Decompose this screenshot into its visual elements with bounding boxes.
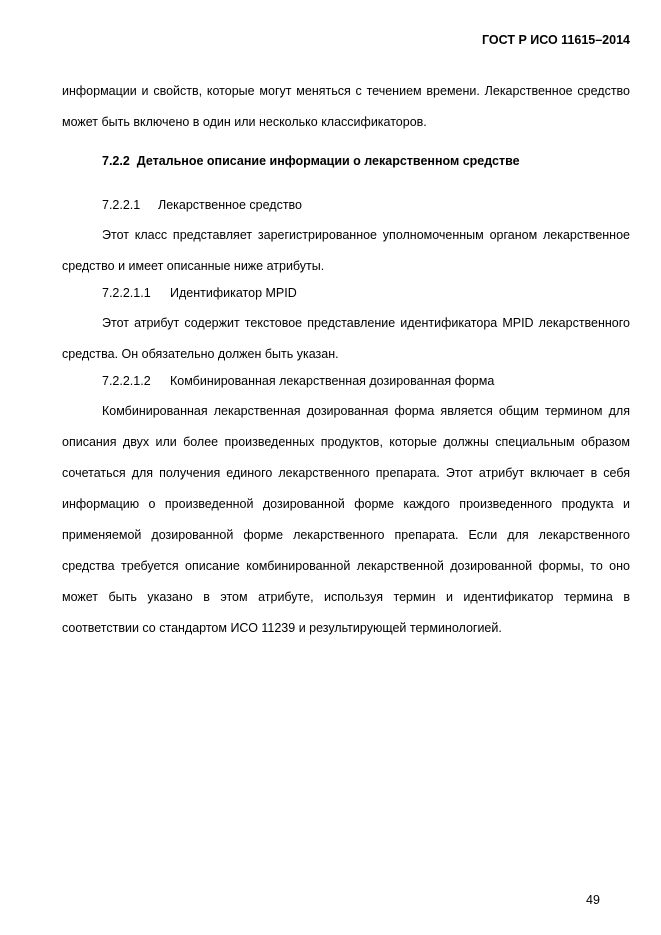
section-number: 7.2.2 — [102, 154, 130, 168]
section-title: Детальное описание информации о лекарственном средстве — [136, 154, 520, 168]
subsection-heading — [62, 282, 630, 304]
subsection-heading — [62, 370, 630, 392]
section-heading — [62, 150, 630, 172]
page-number: 49 — [586, 893, 600, 907]
paragraph: Этот класс представляет зарегистрированное уполномоченным органом лекарственное средство и имеет описанные ниже атрибуты. — [62, 228, 630, 273]
subsection-title: Идентификатор MPID — [170, 286, 297, 300]
subsection-number: 7.2.2.1 — [102, 198, 141, 212]
paragraph: Комбинированная лекарственная дозированная форма является общим термином для описания двух или более произведенных продуктов, которые должны специальным образом сочетаться для получения единого лекарственного препарата. Этот атрибут включает в себя информацию о произведенной дозированной форме каждого произведенного продукта и применяемой дозированной форме лекарственного препарата. Если для лекарственного средства требуется описание комбинированной лекарственной дозированной формы, то оно может быть указано в этом атрибуте, используя термин и идентификатор термина в соответствии со стандартом ИСО 11239 и результирующей терминологией. — [62, 404, 630, 635]
subsection-title: Лекарственное средство — [158, 198, 303, 212]
subsection-title: Комбинированная лекарственная дозированная форма — [170, 374, 495, 388]
subsection-number: 7.2.2.1.1 — [102, 286, 151, 300]
paragraph-continuation: информации и свойств, которые могут меняться с течением времени. Лекарственное средство может быть включено в один или несколько классификаторов. — [62, 84, 630, 129]
paragraph: Этот атрибут содержит текстовое представление идентификатора MPID лекарственного средства. Он обязательно должен быть указан. — [62, 316, 630, 361]
document-header: ГОСТ Р ИСО 11615–2014 — [481, 33, 630, 47]
subsection-number: 7.2.2.1.2 — [102, 374, 151, 388]
document-body — [62, 76, 630, 644]
subsection-heading — [62, 194, 630, 216]
